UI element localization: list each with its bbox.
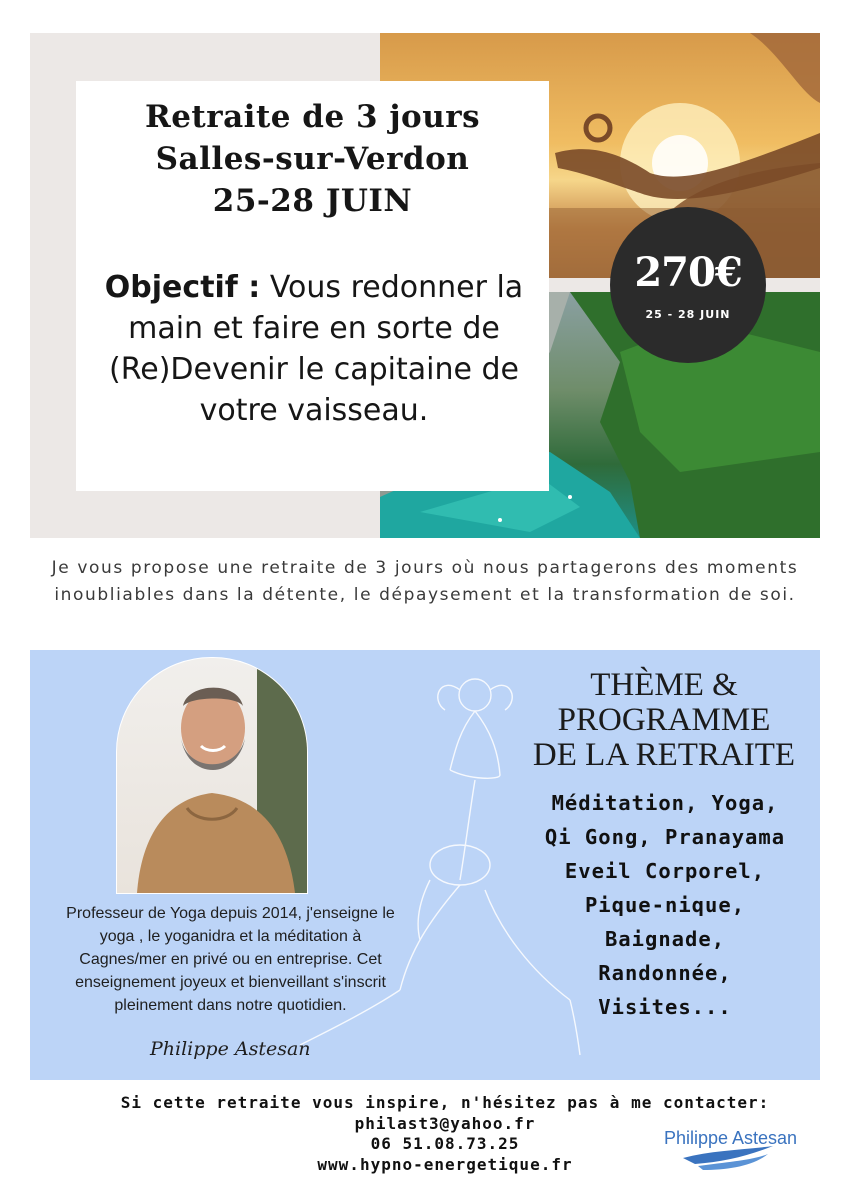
price-dates: 25 - 28 JUIN — [645, 308, 731, 321]
instructor-portrait — [116, 657, 308, 894]
retreat-dates: 25-28 JUIN — [212, 183, 413, 219]
contact-invitation: Si cette retraite vous inspire, n'hésitez pas à me contacter: — [120, 1093, 770, 1112]
program-item: Visites... — [598, 995, 732, 1019]
intro-paragraph: Je vous propose une retraite de 3 jours où nous partagerons des moments inoubliables dans la détente, le dépaysement et la transformation de soi. — [51, 558, 799, 605]
program-item: Méditation, Yoga, — [551, 791, 779, 815]
program-item: Randonnée, — [598, 961, 732, 985]
contact-phone[interactable]: 06 51.08.73.25 — [370, 1134, 520, 1153]
price-badge — [610, 207, 766, 363]
retreat-location: Salles-sur-Verdon — [155, 141, 470, 177]
title-card — [76, 81, 549, 491]
program-item: Qi Gong, Pranayama — [544, 825, 786, 849]
program-item: Baignade, — [604, 927, 726, 951]
instructor-signature: Philippe Astesan — [150, 1038, 311, 1060]
program-title-line1: THÈME & — [590, 667, 738, 703]
contact-website[interactable]: www.hypno-energetique.fr — [317, 1154, 573, 1174]
program-title-line3: DE LA RETRAITE — [532, 737, 796, 773]
instructor-bio: Professeur de Yoga depuis 2014, j'enseigne le yoga , le yoganidra et la méditation à Cagnes/mer en privé ou en entreprise. Cet enseignement joyeux et bienveillant s'inscrit pleinement dans notre quotidien. — [66, 905, 395, 1014]
program-list — [500, 786, 830, 1024]
price-amount: 270€ — [634, 249, 742, 296]
retreat-title: Retraite de 3 jours — [144, 99, 481, 135]
brand-logo-text: Philippe Astesan — [663, 1128, 798, 1148]
objective-label: Objectif : — [104, 270, 261, 305]
objective-text — [94, 267, 534, 431]
objective-description: Vous redonner la main et faire en sorte de (Re)Devenir le capitaine de votre vaisseau. — [109, 270, 524, 428]
program-item: Eveil Corporel, — [564, 859, 766, 883]
program-title-line2: PROGRAMME — [557, 702, 771, 738]
brand-logo — [643, 1120, 818, 1175]
program-item: Pique-nique, — [584, 893, 746, 917]
contact-email[interactable]: philast3@yahoo.fr — [354, 1113, 536, 1133]
program-title — [505, 668, 823, 773]
